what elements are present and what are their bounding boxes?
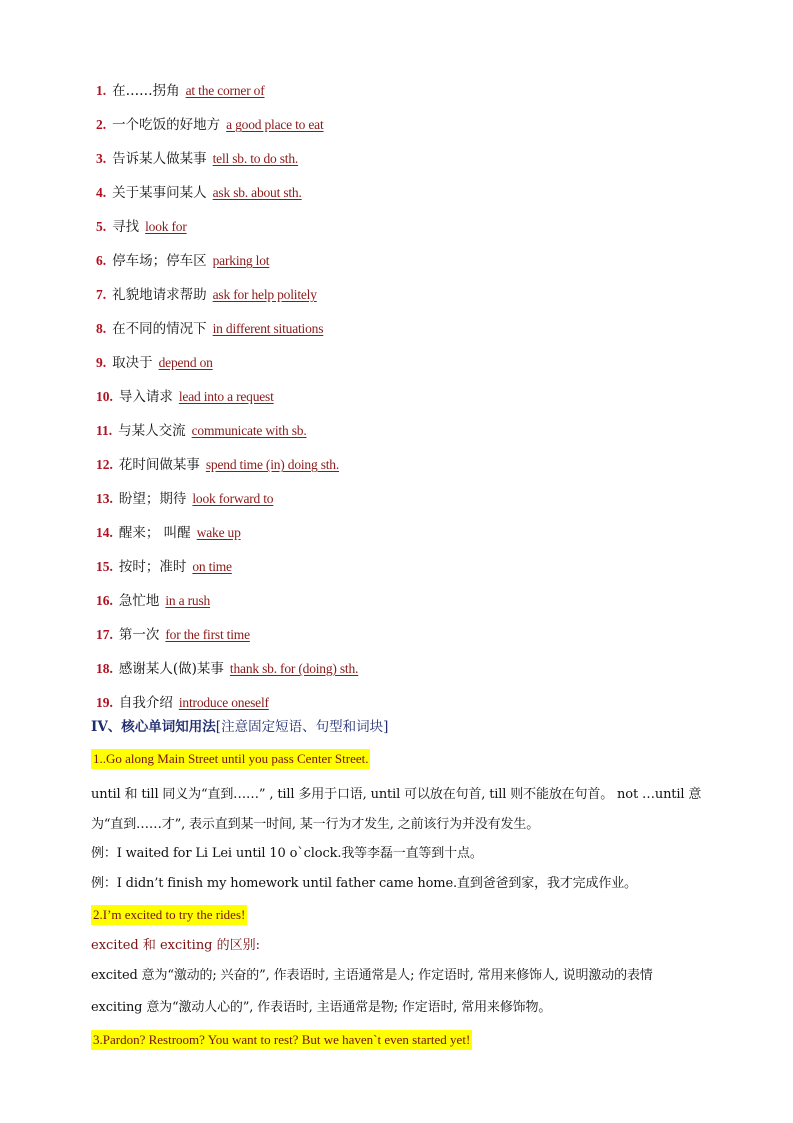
chinese-prompt: 与某人交流 — [118, 423, 186, 439]
explanation-line: exciting 意为“激动人心的”, 作表语时, 主语通常是物; 作定语时, 常用来修饰物。 — [91, 1000, 552, 1015]
chinese-prompt: 礼貌地请求帮助 — [112, 287, 207, 303]
item-number: 10. — [96, 389, 113, 404]
item-number: 11. — [96, 423, 113, 438]
chinese-prompt: 取决于 — [112, 355, 153, 371]
english-answer: parking lot — [212, 253, 270, 268]
vocab-list — [96, 78, 358, 724]
item-number: 3. — [96, 151, 107, 166]
item-number: 4. — [96, 185, 107, 200]
item-number: 6. — [96, 253, 107, 268]
subheading: excited 和 exciting 的区别: — [91, 938, 261, 953]
english-answer: look for — [145, 219, 187, 234]
chinese-prompt: 感谢某人(做)某事 — [118, 661, 224, 677]
item-number: 18. — [96, 661, 113, 676]
item-number: 17. — [96, 627, 113, 642]
list-item — [96, 282, 358, 316]
list-item — [96, 78, 358, 112]
list-item — [96, 146, 358, 180]
list-item — [96, 214, 358, 248]
english-answer: lead into a request — [178, 389, 274, 404]
item-number: 7. — [96, 287, 107, 302]
list-item — [96, 384, 358, 418]
english-answer: for the first time — [165, 627, 250, 642]
english-answer: wake up — [196, 525, 241, 540]
list-item — [96, 452, 358, 486]
english-answer: at the corner of — [185, 83, 265, 98]
english-answer: in a rush — [165, 593, 211, 608]
list-item — [96, 350, 358, 384]
list-item — [96, 248, 358, 282]
chinese-prompt: 盼望；期待 — [118, 491, 187, 507]
section-heading — [91, 716, 711, 738]
chinese-prompt: 停车场；停车区 — [112, 253, 207, 269]
list-item — [96, 588, 358, 622]
item-number: 9. — [96, 355, 107, 370]
chinese-prompt: 醒来； 叫醒 — [118, 525, 191, 541]
chinese-prompt: 花时间做某事 — [118, 457, 200, 473]
english-answer: look forward to — [192, 491, 274, 506]
english-answer: depend on — [158, 355, 213, 370]
english-answer: spend time (in) doing sth. — [205, 457, 340, 472]
chinese-prompt: 寻找 — [112, 219, 140, 235]
list-item — [96, 554, 358, 588]
english-answer: communicate with sb. — [191, 423, 307, 438]
list-item — [96, 316, 358, 350]
highlighted-sentence: 1..Go along Main Street until you pass Center Street. — [91, 749, 370, 769]
item-number: 12. — [96, 457, 113, 472]
english-answer: thank sb. for (doing) sth. — [229, 661, 359, 676]
list-item — [96, 180, 358, 214]
example-sentence: 例：I waited for Li Lei until 10 o`clock.我等李磊一直等到十点。 — [91, 846, 483, 861]
item-number: 19. — [96, 695, 113, 710]
english-answer: ask for help politely — [212, 287, 317, 302]
item-number: 15. — [96, 559, 113, 574]
explanation-paragraph: until 和 till 同义为“直到……” , till 多用于口语, until 可以放在句首, till 则不能放在句首。 not …until 意为“直到……才”, 表示直到某一时间, 某一行为才发生, 之前该行为并没有发生。 — [91, 787, 702, 832]
chinese-prompt: 关于某事问某人 — [112, 185, 207, 201]
chinese-prompt: 按时；准时 — [118, 559, 187, 575]
item-number: 16. — [96, 593, 113, 608]
list-item — [96, 418, 358, 452]
chinese-prompt: 在不同的情况下 — [112, 321, 207, 337]
chinese-prompt: 第一次 — [118, 627, 160, 643]
sentence-1-block — [91, 748, 711, 769]
explanation-line: excited 意为“激动的; 兴奋的”, 作表语时, 主语通常是人; 作定语时, 常用来修饰人, 说明激动的表情 — [91, 968, 653, 983]
chinese-prompt: 一个吃饭的好地方 — [112, 117, 221, 133]
english-answer: on time — [192, 559, 232, 574]
chinese-prompt: 自我介绍 — [118, 695, 173, 711]
list-item — [96, 520, 358, 554]
section-title: IV、核心单词知用法 — [91, 719, 216, 735]
item-number: 14. — [96, 525, 113, 540]
list-item — [96, 112, 358, 146]
section-note: [注意固定短语、句型和词块] — [215, 719, 389, 735]
chinese-prompt: 告诉某人做某事 — [112, 151, 207, 167]
sentence-3-block — [91, 1029, 711, 1050]
english-answer: a good place to eat — [226, 117, 324, 132]
list-item — [96, 486, 358, 520]
chinese-prompt: 急忙地 — [118, 593, 160, 609]
english-answer: in different situations — [212, 321, 324, 336]
chinese-prompt: 在……拐角 — [112, 83, 180, 99]
english-answer: tell sb. to do sth. — [212, 151, 299, 166]
item-number: 5. — [96, 219, 107, 234]
list-item — [96, 656, 358, 690]
item-number: 1. — [96, 83, 107, 98]
highlighted-sentence: 3.Pardon? Restroom? You want to rest? But we haven`t even started yet! — [91, 1030, 472, 1050]
example-sentence: 例：I didn’t finish my homework until father came home.直到爸爸到家，我才完成作业。 — [91, 876, 637, 891]
highlighted-sentence: 2.I’m excited to try the rides! — [91, 905, 247, 925]
item-number: 13. — [96, 491, 113, 506]
sentence-2-block — [91, 904, 711, 925]
list-item — [96, 622, 358, 656]
chinese-prompt: 导入请求 — [118, 389, 173, 405]
item-number: 2. — [96, 117, 107, 132]
english-answer: introduce oneself — [178, 695, 269, 710]
english-answer: ask sb. about sth. — [212, 185, 302, 200]
item-number: 8. — [96, 321, 107, 336]
